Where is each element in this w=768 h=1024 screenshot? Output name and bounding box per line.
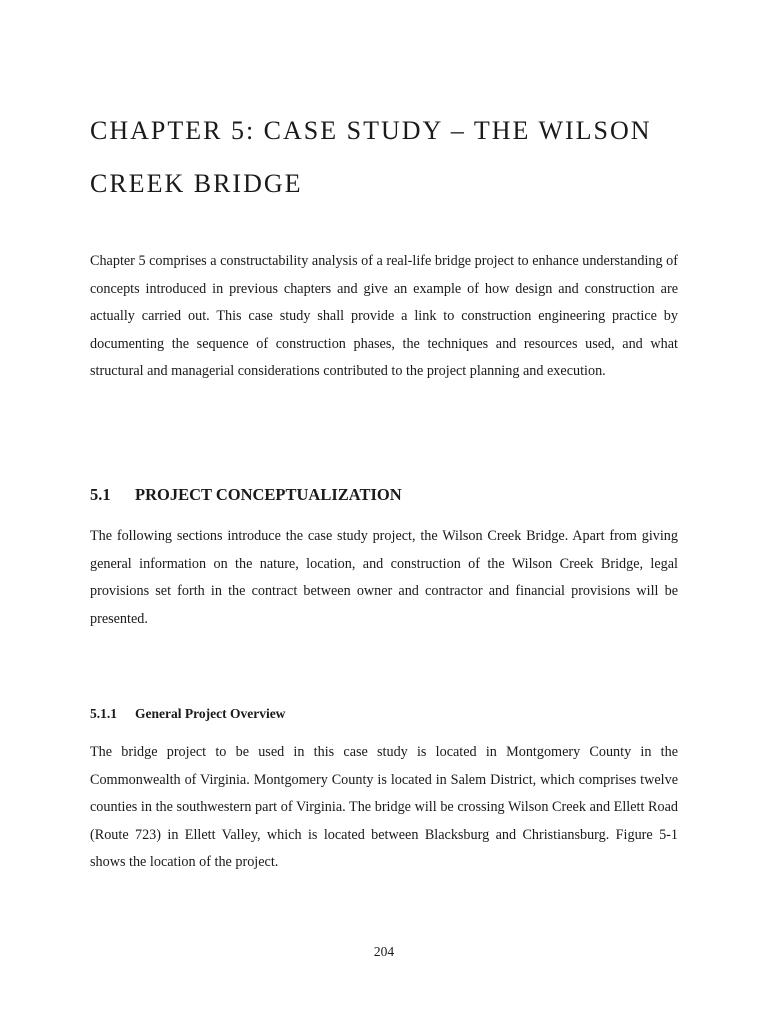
- chapter-title: CHAPTER 5: CASE STUDY – THE WILSON CREEK BRIDGE: [90, 116, 652, 198]
- section-heading-5-1: [90, 485, 402, 505]
- subsection-number: 5.1.1: [90, 706, 117, 721]
- page-number: 204: [373, 944, 395, 959]
- section-5-1-1-paragraph: The bridge project to be used in this case study is located in Montgomery County in the Commonwealth of Virginia. Montgomery County is located in Salem District, which comprises twelve counties in the southwestern part of Virginia. The bridge will be crossing Wilson Creek and Ellett Road (Route 723) in Ellett Valley, which is located between Blacksburg and Christiansburg. Figure 5-1 shows the location of the project.: [90, 744, 678, 871]
- subsection-heading-5-1-1: [90, 706, 285, 722]
- section-5-1-paragraph: The following sections introduce the case study project, the Wilson Creek Bridge. Apart from giving general information on the nature, location, and construction of the Wilson Creek Bridge, legal provisions set forth in the contract between owner and contractor and financial provisions will be presented.: [90, 528, 678, 627]
- section-title: PROJECT CONCEPTUALIZATION: [135, 485, 402, 504]
- section-number: 5.1: [90, 485, 111, 504]
- subsection-title: General Project Overview: [135, 706, 286, 721]
- intro-paragraph: Chapter 5 comprises a constructability analysis of a real-life bridge project to enhance understanding of concepts introduced in previous chapters and give an example of how design and construction are actually carried out. This case study shall provide a link to construction engineering practice by documenting the sequence of construction phases, the techniques and resources used, and what structural and managerial considerations contributed to the project planning and execution.: [90, 253, 678, 380]
